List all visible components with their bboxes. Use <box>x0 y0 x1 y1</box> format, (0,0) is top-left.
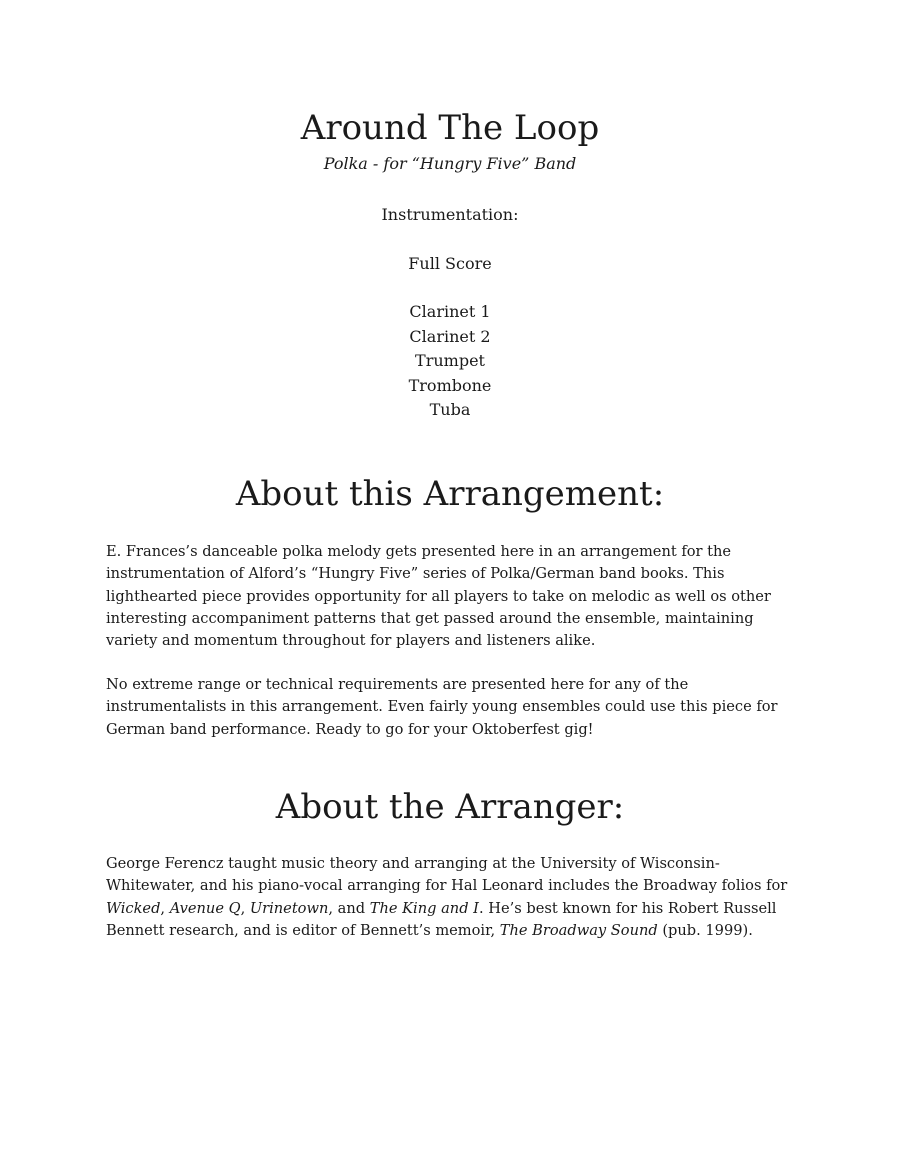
full-score-label: Full Score <box>408 254 492 273</box>
arranger-text: , <box>160 899 170 917</box>
instrumentation-label: Instrumentation: <box>381 205 519 224</box>
arrangement-paragraph-2: No extreme range or technical requirements are presented here for any of the instrumentalists in this arrangement. Even fairly young ensembles could use this piece for German band performance. Ready to go for your Oktoberfest gig! <box>106 676 778 738</box>
arranger-heading: About the Arranger: <box>275 787 625 827</box>
arranger-text: , and <box>328 899 370 917</box>
work-title: Urinetown <box>249 899 329 917</box>
arrangement-heading: About this Arrangement: <box>235 474 665 514</box>
work-title: Avenue Q <box>169 899 241 917</box>
arranger-text: (pub. 1999). <box>657 921 753 939</box>
instrument-part: Tuba <box>429 400 471 419</box>
arranger-text: . He’s best known for his Robert Russell Bennett research, and is editor of Bennett’s memoir, <box>106 899 777 939</box>
work-title: Wicked <box>106 899 161 917</box>
page-title: Around The Loop <box>300 108 600 148</box>
instrument-parts-list <box>0 300 900 423</box>
instrument-part: Clarinet 1 <box>409 302 491 321</box>
instrument-part: Trombone <box>408 375 492 395</box>
instrument-part: Trumpet <box>415 351 485 370</box>
arranger-text: , <box>240 899 250 917</box>
instrument-part: Clarinet 2 <box>409 326 491 346</box>
page-subtitle: Polka - for “Hungry Five” Band <box>323 154 577 173</box>
work-title: The Broadway Sound <box>499 921 658 939</box>
arranger-paragraph <box>106 853 796 942</box>
work-title: The King and I <box>369 899 479 917</box>
arranger-text: George Ferencz taught music theory and arranging at the University of Wisconsin-Whitewater, and his piano-vocal arranging for Hal Leonard includes the Broadway folios for <box>106 855 788 895</box>
arrangement-paragraph-1: E. Frances’s danceable polka melody gets presented here in an arrangement for the instrumentation of Alford’s “Hungry Five” series of Polka/German band books. This lighthearted piece provides opportunity for all players to take on melodic as well os other interesting accompaniment patterns that get passed around the ensemble, maintaining variety and momentum throughout for players and listeners alike. <box>106 543 771 650</box>
